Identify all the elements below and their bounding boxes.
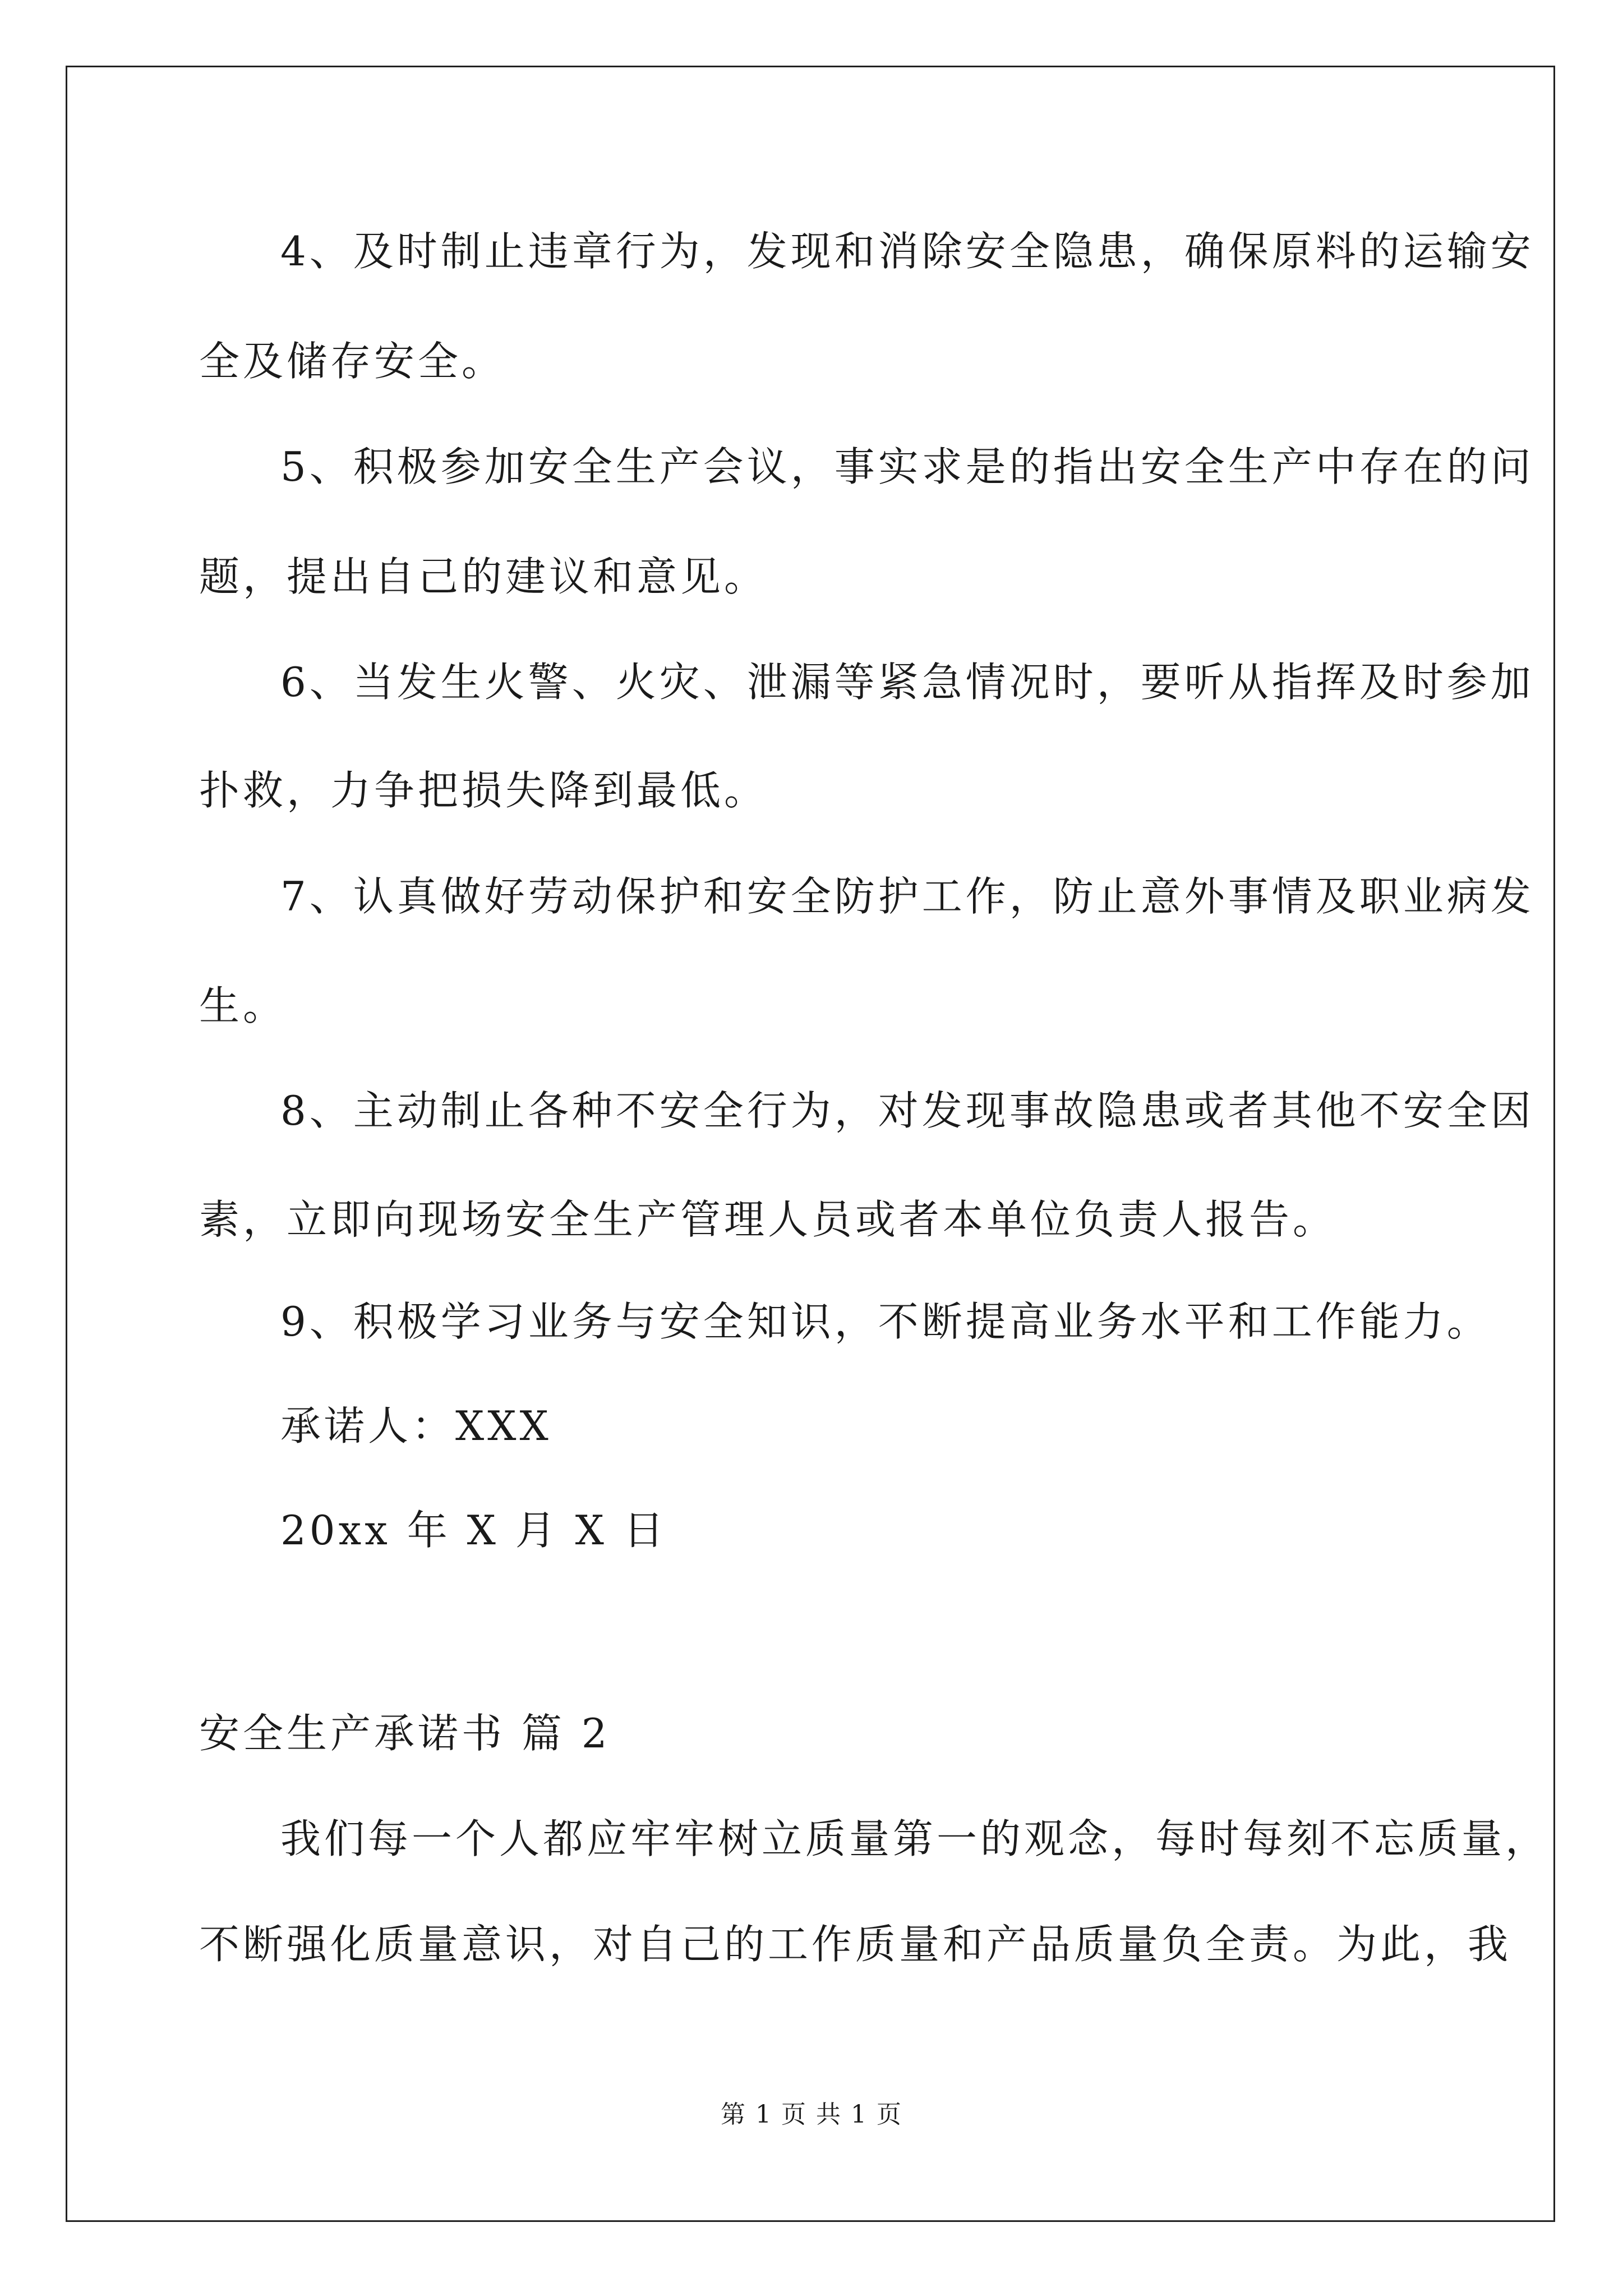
paragraph-6-line-2: 扑救，力争把损失降到最低。 bbox=[199, 767, 768, 814]
paragraph-6-line-1: 6、当发生火警、火灾、泄漏等紧急情况时，要听从指挥及时参加 bbox=[280, 659, 1534, 706]
paragraph-4-line-1: 4、及时制止违章行为，发现和消除安全隐患，确保原料的运输安 bbox=[280, 228, 1534, 275]
paragraph-5-line-1: 5、积极参加安全生产会议，事实求是的指出安全生产中存在的问 bbox=[280, 443, 1534, 490]
page-number-footer: 第 1 页 共 1 页 bbox=[721, 2100, 902, 2129]
paragraph-4-line-2: 全及储存安全。 bbox=[199, 338, 506, 385]
paragraph-8-line-1: 8、主动制止各种不安全行为，对发现事故隐患或者其他不安全因 bbox=[280, 1087, 1534, 1134]
paragraph-intro-line-2: 不断强化质量意识，对自己的工作质量和产品质量负全责。为此，我 bbox=[199, 1921, 1512, 1968]
paragraph-9-line-1: 9、积极学习业务与安全知识，不断提高业务水平和工作能力。 bbox=[280, 1298, 1491, 1345]
paragraph-7-line-1: 7、认真做好劳动保护和安全防护工作，防止意外事情及职业病发 bbox=[280, 873, 1534, 920]
date-line: 20xx 年 X 月 X 日 bbox=[280, 1507, 667, 1554]
section-heading: 安全生产承诺书 篇 2 bbox=[199, 1710, 611, 1757]
paragraph-7-line-2: 生。 bbox=[199, 982, 287, 1029]
paragraph-8-line-2: 素，立即向现场安全生产管理人员或者本单位负责人报告。 bbox=[199, 1196, 1337, 1243]
paragraph-intro-line-1: 我们每一个人都应牢牢树立质量第一的观念，每时每刻不忘质量， bbox=[280, 1815, 1550, 1862]
paragraph-5-line-2: 题，提出自己的建议和意见。 bbox=[199, 553, 768, 600]
signatory-line: 承诺人：XXX bbox=[280, 1402, 552, 1450]
